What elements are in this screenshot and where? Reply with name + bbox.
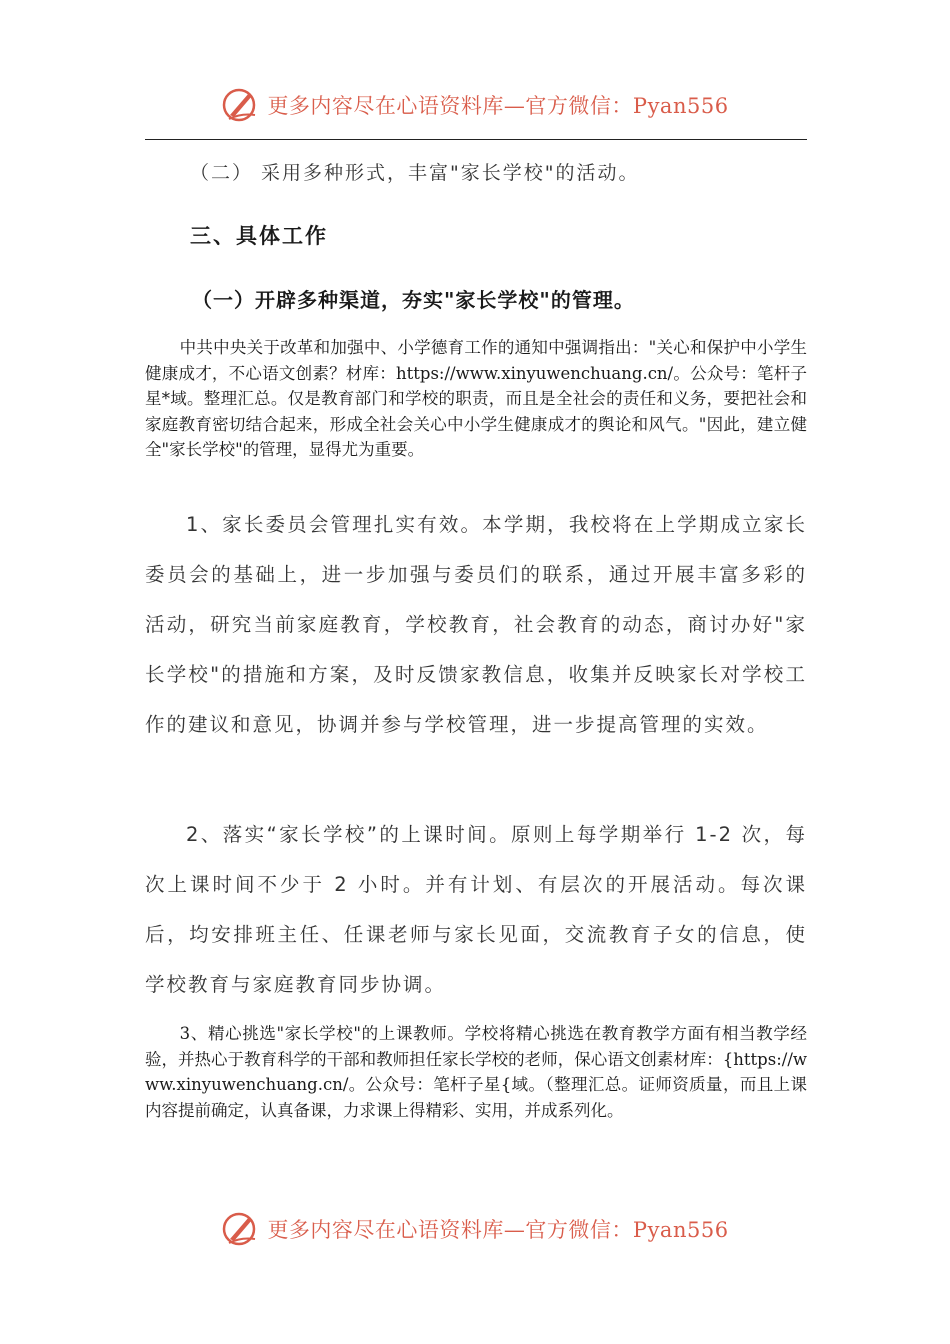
- subheading-1: （一）开辟多种渠道，夯实"家长学校"的管理。: [192, 288, 635, 312]
- header-divider: [145, 139, 807, 140]
- paragraph-3: 2、落实“家长学校”的上课时间。原则上每学期举行 1-2 次，每次上课时间不少于 2 小时。并有计划、有层次的开展活动。每次课后，均安排班主任、任课老师与家长见面，交流教育子女的信息，使学校教育与家庭教育同步协调。: [145, 823, 807, 996]
- header-banner-text: 更多内容尽在心语资料库—官方微信：Pyan556: [267, 94, 729, 118]
- footer-banner-text: 更多内容尽在心语资料库—官方微信：Pyan556: [267, 1218, 729, 1242]
- paragraph-4: 3、精心挑选"家长学校"的上课教师。学校将精心挑选在教育教学方面有相当教学经验，并热心于教育科学的干部和教师担任家长学校的老师，保心语文创素材库：{https://www.xinyuwenchuang.cn/。公众号：笔杆子星{域。（整理汇总。证师资质量，而且上课内容提前确定，认真备课，力求课上得精彩、实用，并成系列化。: [145, 1024, 807, 1120]
- paragraph-2: 1、家长委员会管理扎实有效。本学期，我校将在上学期成立家长委员会的基础上，进一步加强与委员们的联系，通过开展丰富多彩的活动，研究当前家庭教育，学校教育，社会教育的动态，商讨办好"家长学校"的措施和方案，及时反馈家教信息，收集并反映家长对学校工作的建议和意见，协调并参与学校管理，进一步提高管理的实效。: [145, 513, 807, 736]
- quill-logo-icon: [221, 85, 261, 125]
- footer-banner: [0, 1206, 950, 1252]
- section-3-title: 三、具体工作: [190, 224, 328, 248]
- subheading-2: （二） 采用多种形式，丰富"家长学校"的活动。: [190, 162, 640, 184]
- quill-logo-icon: [221, 1209, 261, 1249]
- paragraph-1: 中共中央关于改革和加强中、小学德育工作的通知中强调指出："关心和保护中小学生健康成才，不心语文创素？材库：https://www.xinyuwenchuang.cn/。公众号：笔杆子星*域。整理汇总。仅是教育部门和学校的职责，而且是全社会的责任和义务，要把社会和家庭教育密切结合起来，形成全社会关心中小学生健康成才的舆论和风气。"因此，建立健全"家长学校"的管理，显得尤为重要。: [145, 338, 807, 459]
- header-banner: [0, 82, 950, 128]
